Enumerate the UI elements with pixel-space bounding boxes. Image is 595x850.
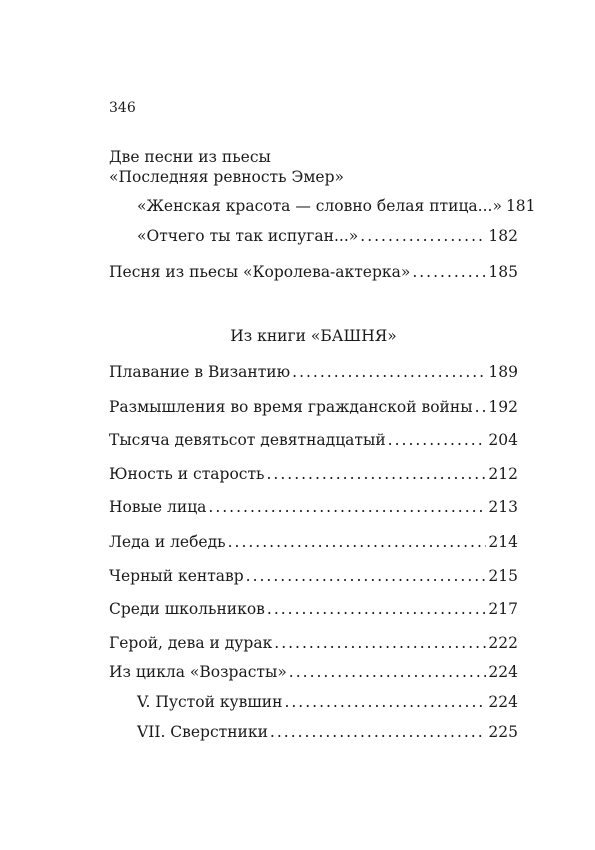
toc-entry-page: 185 xyxy=(488,263,518,281)
toc-entry-title: VII. Сверстники xyxy=(137,723,268,741)
toc-entry-page: 214 xyxy=(488,533,518,551)
dot-leader xyxy=(360,226,486,246)
toc-entry-page: 215 xyxy=(488,567,518,585)
toc-entry-title: Новые лица xyxy=(109,498,207,516)
toc-entry-page: 212 xyxy=(488,465,518,483)
toc-entry xyxy=(137,196,536,216)
section-heading: Из книги «БАШНЯ» xyxy=(230,327,397,345)
toc-entry xyxy=(109,566,518,586)
dot-leader xyxy=(289,662,487,682)
toc-entry-title: Герой, дева и дурак xyxy=(109,634,273,652)
toc-entry xyxy=(109,662,518,682)
dot-leader xyxy=(267,599,487,619)
toc-heading-line: «Последняя ревность Эмер» xyxy=(109,168,344,186)
toc-entry-title: Тысяча девятьсот девятнадцатый xyxy=(109,431,386,449)
toc-entry xyxy=(137,692,518,712)
toc-entry xyxy=(109,430,518,450)
toc-entry-page: 182 xyxy=(488,227,518,245)
dot-leader xyxy=(270,722,486,742)
toc-entry xyxy=(137,722,518,742)
toc-entry xyxy=(109,397,518,417)
toc-entry xyxy=(109,497,518,517)
toc-entry-title: Черный кентавр xyxy=(109,567,244,585)
toc-entry-title: Юность и старость xyxy=(109,465,265,483)
toc-entry-title: Среди школьников xyxy=(109,600,265,618)
dot-leader xyxy=(228,532,487,552)
toc-entry-title: «Отчего ты так испуган...» xyxy=(137,227,359,245)
toc-entry-title: Леда и лебедь xyxy=(109,533,226,551)
dot-leader xyxy=(246,566,487,586)
toc-entry xyxy=(109,362,518,382)
dot-leader xyxy=(274,633,486,653)
dot-leader xyxy=(208,497,486,517)
page-number: 346 xyxy=(109,100,136,116)
dot-leader xyxy=(475,397,487,417)
toc-entry xyxy=(109,532,518,552)
toc-entry-page: 213 xyxy=(488,498,518,516)
toc-entry-page: 204 xyxy=(488,431,518,449)
toc-entry-page: 192 xyxy=(488,398,518,416)
toc-entry xyxy=(109,262,518,282)
toc-entry-title: Размышления во время гражданской войны xyxy=(109,398,473,416)
toc-entry-title: Песня из пьесы «Королева-актерка» xyxy=(109,263,411,281)
dot-leader xyxy=(266,464,486,484)
dot-leader xyxy=(284,692,486,712)
toc-entry-title: Плавание в Византию xyxy=(109,363,291,381)
toc-entry-title: «Женская красота — словно белая птица...» xyxy=(137,197,502,215)
dot-leader xyxy=(292,362,486,382)
toc-entry-title: Из цикла «Возрасты» xyxy=(109,663,287,681)
toc-entry xyxy=(109,464,518,484)
toc-entry-page: 224 xyxy=(488,663,518,681)
toc-entry-page: 225 xyxy=(488,723,518,741)
toc-heading-line: Две песни из пьесы xyxy=(109,148,271,166)
toc-entry-title: V. Пустой кувшин xyxy=(137,693,283,711)
dot-leader xyxy=(412,262,486,282)
toc-entry-page: 224 xyxy=(488,693,518,711)
toc-entry-page: 222 xyxy=(488,634,518,652)
toc-entry xyxy=(109,633,518,653)
dot-leader xyxy=(388,430,487,450)
toc-entry xyxy=(137,226,518,246)
toc-entry-page: 189 xyxy=(488,363,518,381)
toc-entry-page: 181 xyxy=(505,197,536,215)
toc-entry-page: 217 xyxy=(488,600,518,618)
toc-entry xyxy=(109,599,518,619)
